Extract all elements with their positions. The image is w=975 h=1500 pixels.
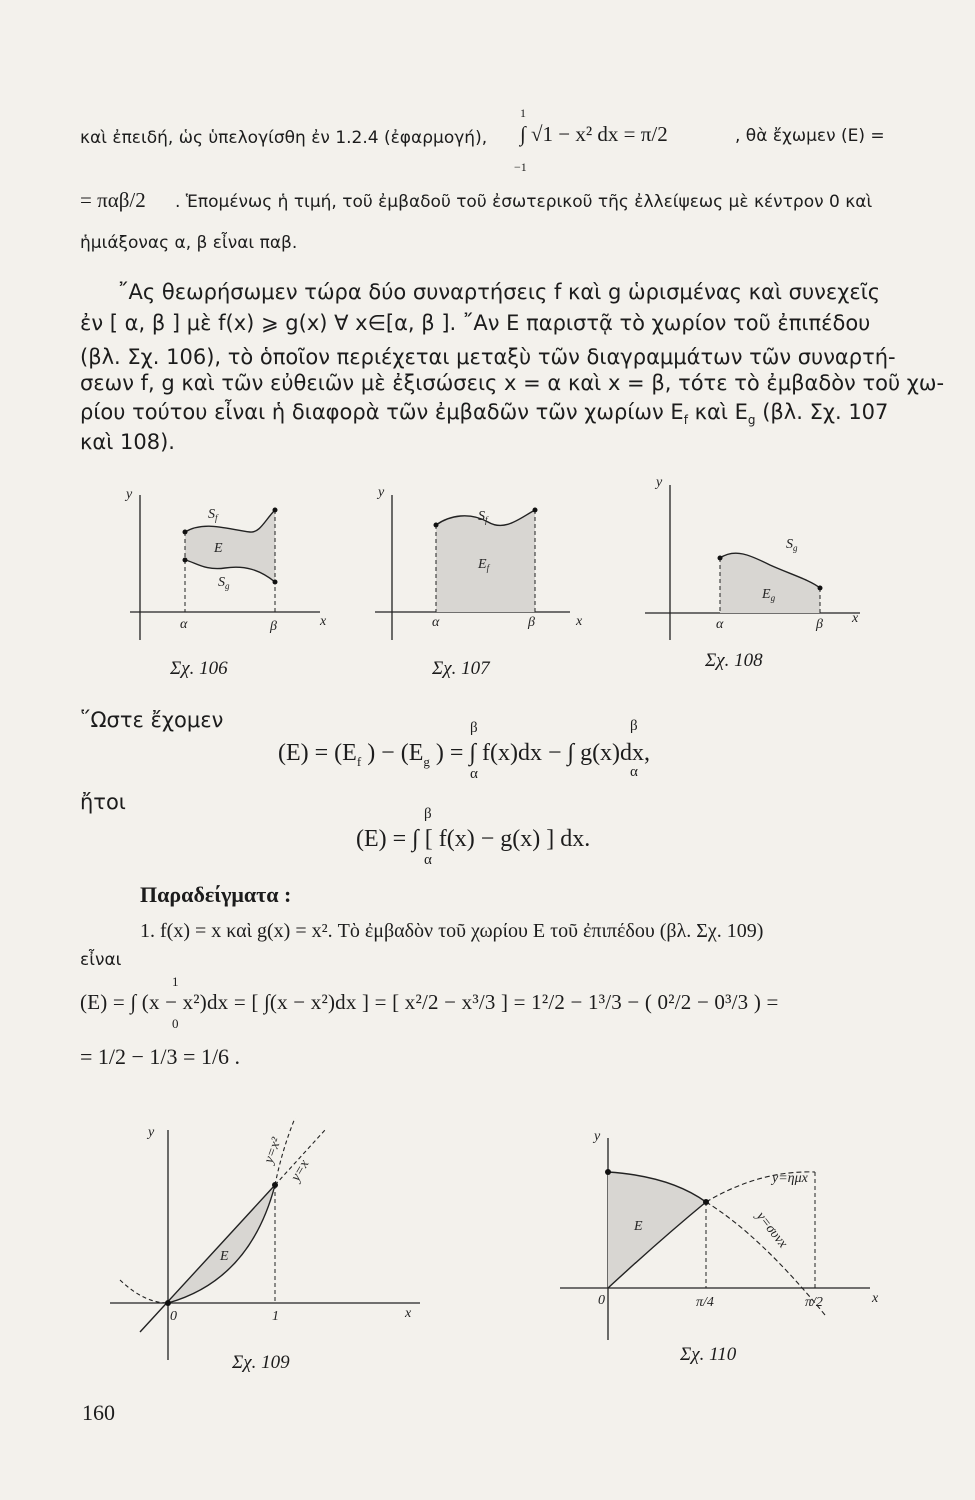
svg-text:E: E — [634, 1219, 643, 1234]
eq1-lower-2: α — [630, 764, 638, 780]
fig110-region-e — [608, 1172, 706, 1288]
fig106-sg-label: $S_g$ — [218, 575, 230, 591]
eq2-lower: α — [424, 852, 432, 868]
para1-line1: καὶ ἐπειδή, ὡς ὑπελογίσθη ἐν 1.2.4 (ἐφαρμογή), — [80, 128, 488, 148]
integral-expression: ∫ √1 − x² dx = π/2 — [520, 122, 668, 146]
svg-text:Eg: $E_g$ — [762, 587, 776, 603]
svg-text:y=ημx: y=ημx — [772, 1171, 808, 1186]
calc1-lower: 0 — [172, 1016, 179, 1031]
fig108-caption: Σχ. 108 — [705, 650, 763, 671]
para1-line3: ἡμιάξονας α, β εἶναι παβ. — [80, 233, 298, 253]
fig110-caption: Σχ. 110 — [680, 1344, 737, 1365]
fig106-caption: Σχ. 106 — [170, 658, 228, 679]
eq1-upper-1: β — [470, 720, 478, 736]
examples-heading: Παραδείγματα : — [140, 882, 292, 907]
para2-line3: (βλ. Σχ. 106), τὸ ὁποῖον περιέχεται μεταξὺ τῶν διαγραμμάτων τῶν συναρτή- — [80, 345, 896, 369]
svg-text:Sf: $S_f$ — [478, 509, 488, 525]
eq1-lower-1: α — [470, 766, 478, 782]
svg-text:y: y — [378, 485, 385, 500]
svg-text:π/4: π/4 — [696, 1295, 714, 1310]
eq1-upper-2: β — [630, 718, 638, 734]
para2-line4: σεων f, g καὶ τῶν εὐθειῶν μὲ ἐξισώσεις x = α καὶ x = β, τότε τὸ ἐμβαδὸν τοῦ χω- — [80, 371, 945, 395]
svg-text:0: 0 — [170, 1309, 177, 1324]
eq2-upper: β — [424, 806, 432, 822]
wste-text: ῞Ωστε ἔχομεν — [80, 708, 224, 732]
fig106-a-label: α — [180, 617, 188, 632]
svg-text:x: x — [576, 614, 583, 629]
svg-text:y: y — [148, 1125, 155, 1140]
svg-text:α: α — [432, 615, 440, 630]
calc-line-2: = 1/2 − 1/3 = 1/6 . — [80, 1044, 241, 1069]
svg-text:1: 1 — [272, 1309, 279, 1324]
svg-text:β: β — [816, 617, 823, 632]
svg-text:x: x — [872, 1291, 879, 1306]
svg-text:y=x²: y=x² — [261, 1135, 285, 1166]
fig106-e-label: E — [214, 541, 223, 556]
para2-line2: ἐν [ α, β ] μὲ f(x) ⩾ g(x) ∀ x∈[α, β ]. ῎Αν Ε παριστᾷ τὸ χωρίον τοῦ ἐπιπέδου — [80, 311, 871, 335]
svg-text:x: x — [852, 611, 859, 626]
fig106-y-label: y — [126, 487, 133, 502]
htoi-text: ἤτοι — [80, 790, 126, 814]
svg-text:β: β — [528, 615, 535, 630]
para2-line1: ῎Ας θεωρήσωμεν τώρα δύο συναρτήσεις f καὶ g ὡρισμένας καὶ συνεχεῖς — [118, 280, 881, 304]
calc-line-1: (Ε) = ∫ (x − x²)dx = [ ∫(x − x²)dx ] = [ x²/2 − x³/3 ] = 1²/2 − 1³/3 − ( 0²/2 − 0³/3 ) = — [80, 990, 779, 1014]
fig106-sf-label: $S_f$ — [208, 507, 218, 523]
einai-text: εἶναι — [80, 950, 122, 970]
para1-line2-prefix: = παβ/2 — [80, 188, 146, 212]
fig106-b-label: β — [270, 619, 277, 634]
page-number: 160 — [82, 1400, 115, 1425]
svg-text:0: 0 — [598, 1293, 605, 1308]
figure-110 — [560, 1120, 900, 1354]
fig108-region-eg — [720, 553, 820, 613]
svg-text:y=x: y=x — [288, 1157, 313, 1184]
figure-107 — [370, 480, 600, 654]
figure-106 — [120, 480, 350, 654]
svg-text:Ef: $E_f$ — [478, 557, 490, 573]
para1-line1-end: , θὰ ἔχωμεν (Ε) = — [735, 126, 885, 146]
figure-109 — [100, 1110, 440, 1374]
example-1-text: 1. f(x) = x καὶ g(x) = x². Τὸ ἐμβαδὸν τοῦ χωρίου Ε τοῦ ἐπιπέδου (βλ. Σχ. 109) — [140, 920, 764, 942]
integral-upper-limit: 1 — [520, 106, 526, 120]
para2-line5: ρίου τούτου εἶναι ἡ διαφορὰ τῶν ἐμβαδῶν τῶν χωρίων $E_f$ καὶ $E_g$ (βλ. Σχ. 107 — [80, 400, 889, 428]
fig106-region-e — [185, 510, 275, 582]
svg-text:E: E — [220, 1249, 229, 1264]
equation-2: (Ε) = ∫ [ f(x) − g(x) ] dx. — [356, 826, 591, 852]
fig109-caption: Σχ. 109 — [232, 1352, 290, 1373]
svg-text:π/2: π/2 — [805, 1295, 823, 1310]
svg-text:y: y — [656, 475, 663, 490]
calc1-upper: 1 — [172, 974, 179, 989]
svg-text:α: α — [716, 617, 724, 632]
para2-line6: καὶ 108). — [80, 430, 175, 454]
svg-text:y: y — [594, 1129, 601, 1144]
svg-text:x: x — [405, 1306, 412, 1321]
fig106-x-label: x — [320, 614, 327, 629]
svg-text:Sg: $S_g$ — [786, 537, 798, 553]
svg-text:y=συνx: y=συνx — [752, 1209, 791, 1252]
fig107-caption: Σχ. 107 — [432, 658, 490, 679]
figure-108 — [640, 470, 870, 654]
integral-lower-limit: −1 — [514, 160, 527, 174]
fig109-line-yx — [140, 1185, 275, 1332]
para1-line2: . Ἑπομένως ἡ τιμή, τοῦ ἐμβαδοῦ τοῦ ἐσωτερικοῦ τῆς ἐλλείψεως μὲ κέντρον 0 καὶ — [175, 192, 873, 212]
equation-1: $(E) = (E_f$ ) − ($E_g$ ) = ∫ f(x)dx − ∫ g(x)dx, — [278, 740, 651, 769]
